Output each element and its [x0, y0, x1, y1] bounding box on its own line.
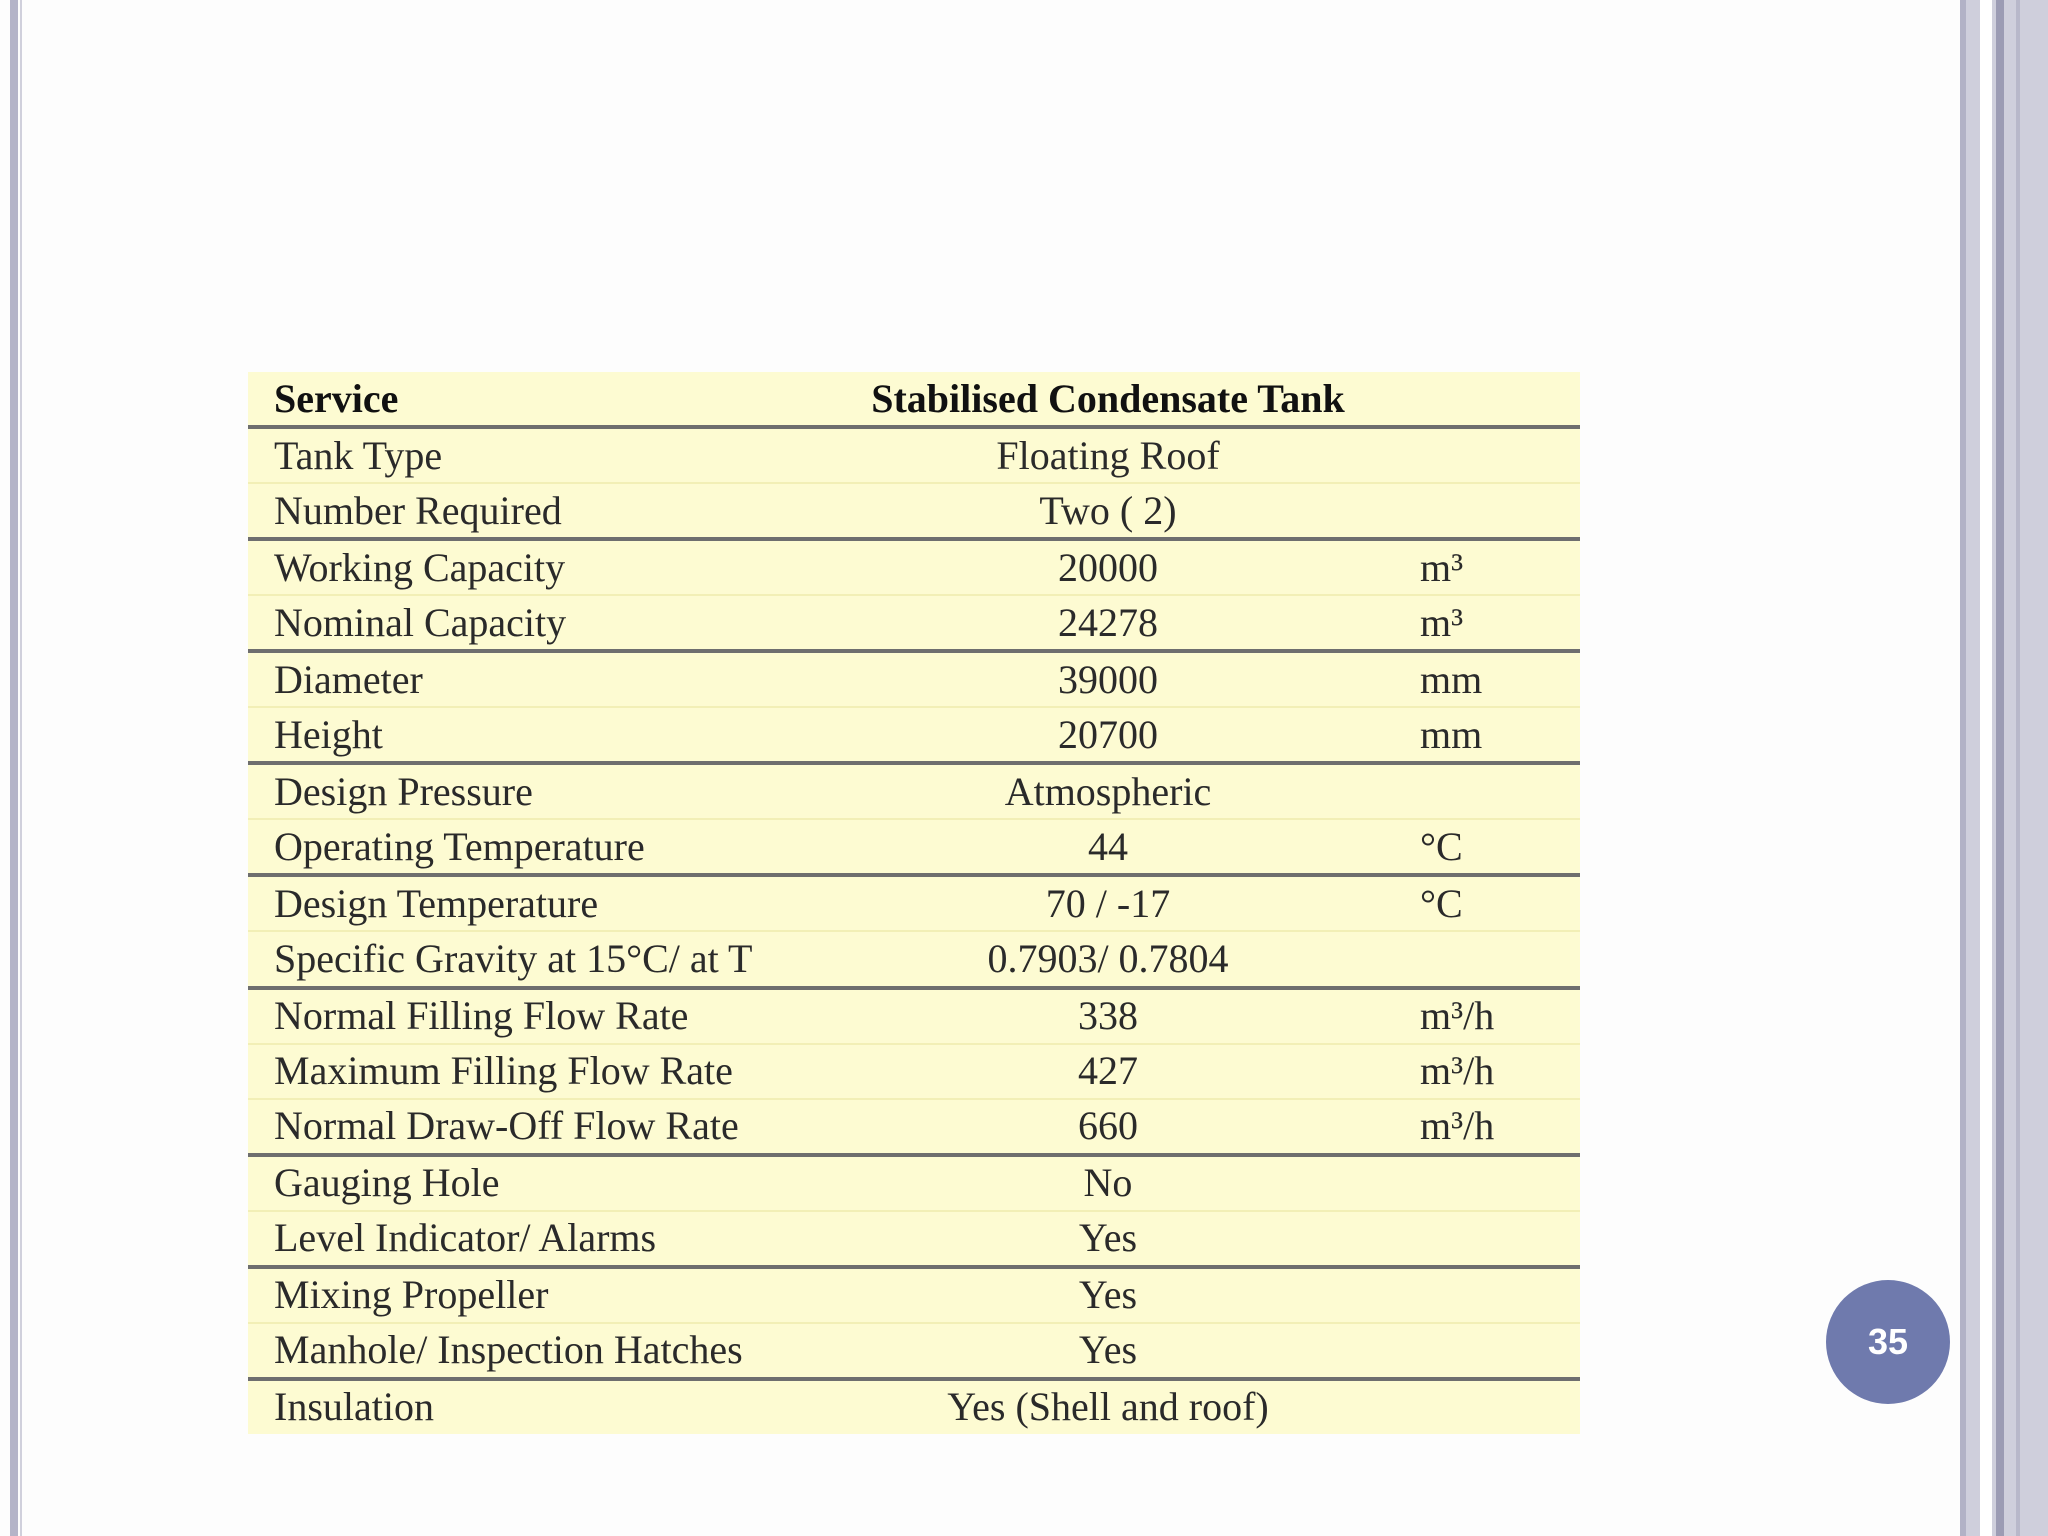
row-unit: mm: [1420, 656, 1483, 702]
row-label: Maximum Filling Flow Rate: [274, 1048, 733, 1094]
row-value: 338: [1078, 993, 1138, 1039]
row-value: Atmospheric: [1004, 768, 1212, 814]
page-number-badge: 35: [1826, 1280, 1950, 1404]
row-label: Normal Draw-Off Flow Rate: [274, 1103, 739, 1149]
row-value: Floating Roof: [996, 432, 1220, 478]
row-value: 427: [1078, 1048, 1138, 1094]
table-row: [248, 1212, 1580, 1269]
row-unit: m³: [1420, 599, 1464, 645]
table-row: [248, 877, 1580, 932]
row-label: Mixing Propeller: [274, 1272, 549, 1318]
right-band-stripe: [1960, 0, 1966, 1536]
table-row: [248, 596, 1580, 653]
row-label: Manhole/ Inspection Hatches: [274, 1327, 743, 1373]
left-border: [10, 0, 18, 1536]
right-band-stripe: [2016, 0, 2020, 1536]
tank-spec-table: [248, 372, 1580, 1434]
row-value: 44: [1088, 823, 1128, 869]
table-row: [248, 1045, 1580, 1100]
row-label: Design Pressure: [274, 768, 533, 814]
row-label: Level Indicator/ Alarms: [274, 1215, 657, 1261]
right-decorative-band: [1960, 0, 2048, 1536]
header-label: Service: [274, 375, 399, 421]
row-value: 660: [1078, 1103, 1138, 1149]
table-row: [248, 708, 1580, 765]
row-unit: °C: [1420, 823, 1463, 869]
right-band-stripe: [1996, 0, 2004, 1536]
table-row: [248, 932, 1580, 989]
row-label: Height: [274, 711, 383, 757]
right-band-stripe: [1980, 0, 1992, 1536]
table-row: [248, 820, 1580, 877]
row-value: 0.7903/ 0.7804: [987, 935, 1229, 981]
table-row: [248, 653, 1580, 708]
table-row: [248, 484, 1580, 541]
row-label: Tank Type: [274, 432, 443, 478]
row-label: Specific Gravity at 15°C/ at T: [274, 935, 753, 981]
row-unit: °C: [1420, 880, 1463, 926]
table-row: [248, 429, 1580, 484]
table-header-row: [248, 372, 1580, 429]
table-row: [248, 765, 1580, 820]
row-label: Operating Temperature: [274, 823, 645, 869]
row-value: 20000: [1058, 544, 1158, 590]
row-unit: m³/h: [1420, 1048, 1495, 1094]
row-value: Yes: [1078, 1272, 1138, 1318]
row-label: Diameter: [274, 656, 423, 702]
row-value: Yes (Shell and roof): [947, 1384, 1269, 1430]
row-value: Yes: [1078, 1215, 1138, 1261]
row-value: 24278: [1058, 599, 1158, 645]
row-label: Working Capacity: [274, 544, 566, 590]
table-row: [248, 1269, 1580, 1324]
left-border-inner: [20, 0, 22, 1536]
row-label: Normal Filling Flow Rate: [274, 993, 689, 1039]
row-label: Number Required: [274, 487, 562, 533]
row-value: 70 / -17: [1045, 880, 1171, 926]
row-unit: m³: [1420, 544, 1464, 590]
row-value: Two ( 2): [1039, 487, 1177, 533]
table-row: [248, 1324, 1580, 1381]
table-row: [248, 541, 1580, 596]
row-label: Design Temperature: [274, 880, 599, 926]
row-value: No: [1083, 1160, 1133, 1206]
row-value: 39000: [1058, 656, 1158, 702]
row-value: Yes: [1078, 1327, 1138, 1373]
row-label: Nominal Capacity: [274, 599, 567, 645]
table-row: [248, 1100, 1580, 1157]
table-row: [248, 1157, 1580, 1212]
header-value: Stabilised Condensate Tank: [871, 375, 1345, 421]
row-unit: m³/h: [1420, 1103, 1495, 1149]
row-label: Gauging Hole: [274, 1160, 500, 1206]
table-row: [248, 1381, 1580, 1434]
row-unit: mm: [1420, 711, 1483, 757]
row-label: Insulation: [274, 1384, 434, 1430]
row-unit: m³/h: [1420, 993, 1495, 1039]
row-value: 20700: [1058, 711, 1158, 757]
table-row: [248, 990, 1580, 1045]
